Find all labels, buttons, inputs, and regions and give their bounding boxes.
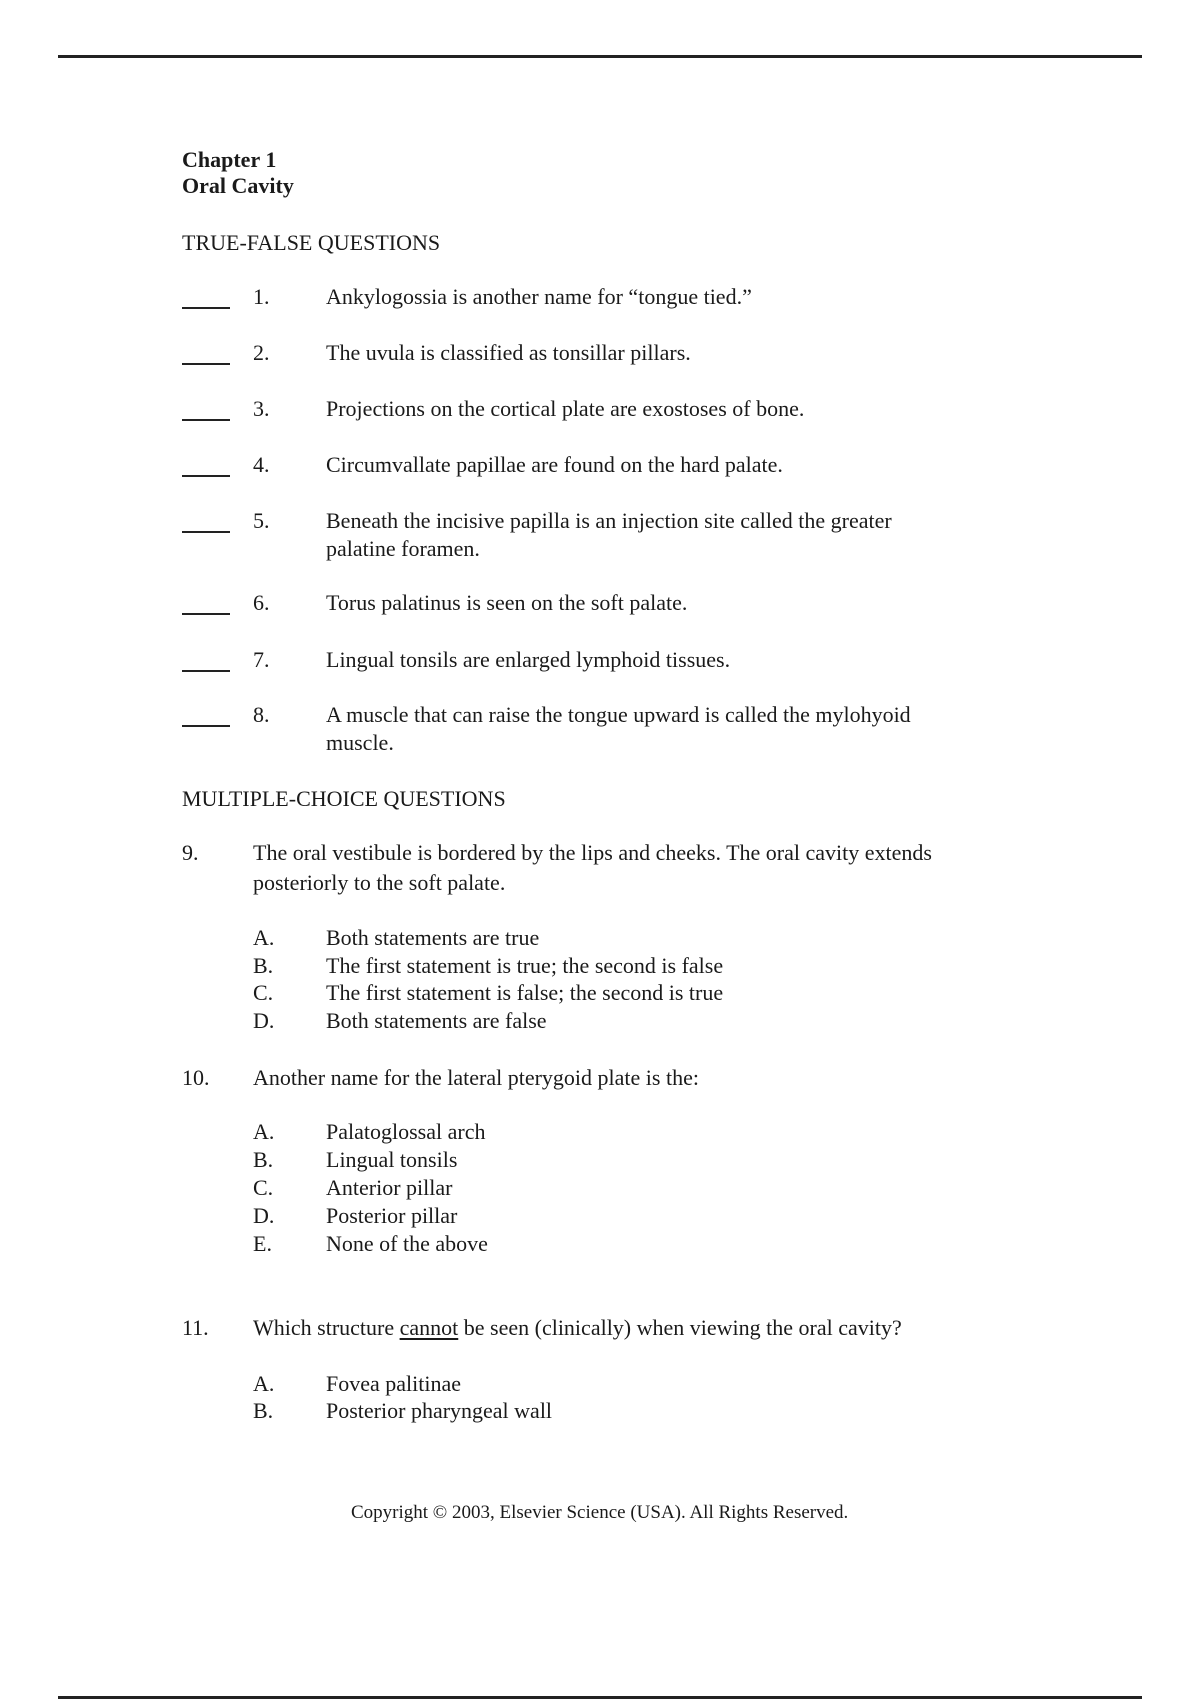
question-number: 7.: [253, 647, 270, 672]
answer-blank[interactable]: [182, 475, 230, 477]
question-text: Another name for the lateral pterygoid plate is the:: [253, 1065, 699, 1090]
question-number: 6.: [253, 590, 270, 615]
option-letter: B.: [253, 1147, 274, 1172]
question-text: Circumvallate papillae are found on the hard palate.: [326, 452, 783, 477]
option-letter: A.: [253, 1371, 275, 1396]
option-text: Lingual tonsils: [326, 1147, 458, 1172]
answer-blank[interactable]: [182, 725, 230, 727]
question-number: 2.: [253, 340, 270, 365]
true-false-heading: TRUE-FALSE QUESTIONS: [182, 230, 441, 255]
question-text-part: be seen (clinically) when viewing the oral cavity?: [458, 1315, 902, 1340]
question-number: 11.: [182, 1315, 209, 1340]
chapter-number: Chapter 1: [182, 147, 277, 172]
question-number: 5.: [253, 508, 270, 533]
question-number: 3.: [253, 396, 270, 421]
option-text: The first statement is false; the second is true: [326, 980, 724, 1005]
question-text: [253, 1314, 902, 1342]
question-number: 4.: [253, 452, 270, 477]
answer-blank[interactable]: [182, 419, 230, 421]
option-text: Palatoglossal arch: [326, 1119, 486, 1144]
answer-blank[interactable]: [182, 307, 230, 309]
question-text: Lingual tonsils are enlarged lymphoid tissues.: [326, 647, 731, 672]
question-text: Beneath the incisive papilla is an injection site called the greater: [326, 508, 892, 533]
option-text: Anterior pillar: [326, 1175, 453, 1200]
question-number: 10.: [182, 1065, 210, 1090]
question-text: Torus palatinus is seen on the soft palate.: [326, 590, 688, 615]
question-number: 8.: [253, 702, 270, 727]
question-text: A muscle that can raise the tongue upward is called the mylohyoid: [326, 702, 911, 727]
option-letter: E.: [253, 1231, 272, 1256]
option-text: Posterior pillar: [326, 1203, 458, 1228]
copyright-footer: Copyright © 2003, Elsevier Science (USA). All Rights Reserved.: [351, 1502, 849, 1523]
top-rule: [58, 55, 1142, 58]
bottom-rule: [58, 1696, 1142, 1699]
chapter-title: Oral Cavity: [182, 173, 294, 198]
answer-blank[interactable]: [182, 363, 230, 365]
question-text: Projections on the cortical plate are exostoses of bone.: [326, 396, 805, 421]
answer-blank[interactable]: [182, 531, 230, 533]
option-letter: A.: [253, 925, 275, 950]
option-letter: B.: [253, 953, 274, 978]
question-text: The oral vestibule is bordered by the lips and cheeks. The oral cavity extends: [253, 840, 932, 865]
option-text: Posterior pharyngeal wall: [326, 1398, 553, 1423]
multiple-choice-heading: MULTIPLE-CHOICE QUESTIONS: [182, 786, 506, 811]
option-letter: C.: [253, 1175, 274, 1200]
answer-blank[interactable]: [182, 613, 230, 615]
option-text: Fovea palitinae: [326, 1371, 462, 1396]
option-text: None of the above: [326, 1231, 488, 1256]
option-text: Both statements are false: [326, 1008, 547, 1033]
question-text: The uvula is classified as tonsillar pillars.: [326, 340, 691, 365]
question-number: 1.: [253, 284, 270, 309]
option-letter: D.: [253, 1203, 275, 1228]
question-text-part: Which structure: [253, 1315, 400, 1340]
question-text: posteriorly to the soft palate.: [253, 870, 506, 895]
option-letter: C.: [253, 980, 274, 1005]
question-text: muscle.: [326, 730, 394, 755]
question-text: palatine foramen.: [326, 536, 480, 561]
option-text: The first statement is true; the second is false: [326, 953, 724, 978]
option-text: Both statements are true: [326, 925, 540, 950]
option-letter: B.: [253, 1398, 274, 1423]
underlined-word: cannot: [399, 1315, 459, 1340]
question-number: 9.: [182, 840, 199, 865]
question-text: Ankylogossia is another name for “tongue tied.”: [326, 284, 752, 309]
answer-blank[interactable]: [182, 670, 230, 672]
option-letter: A.: [253, 1119, 275, 1144]
option-letter: D.: [253, 1008, 275, 1033]
